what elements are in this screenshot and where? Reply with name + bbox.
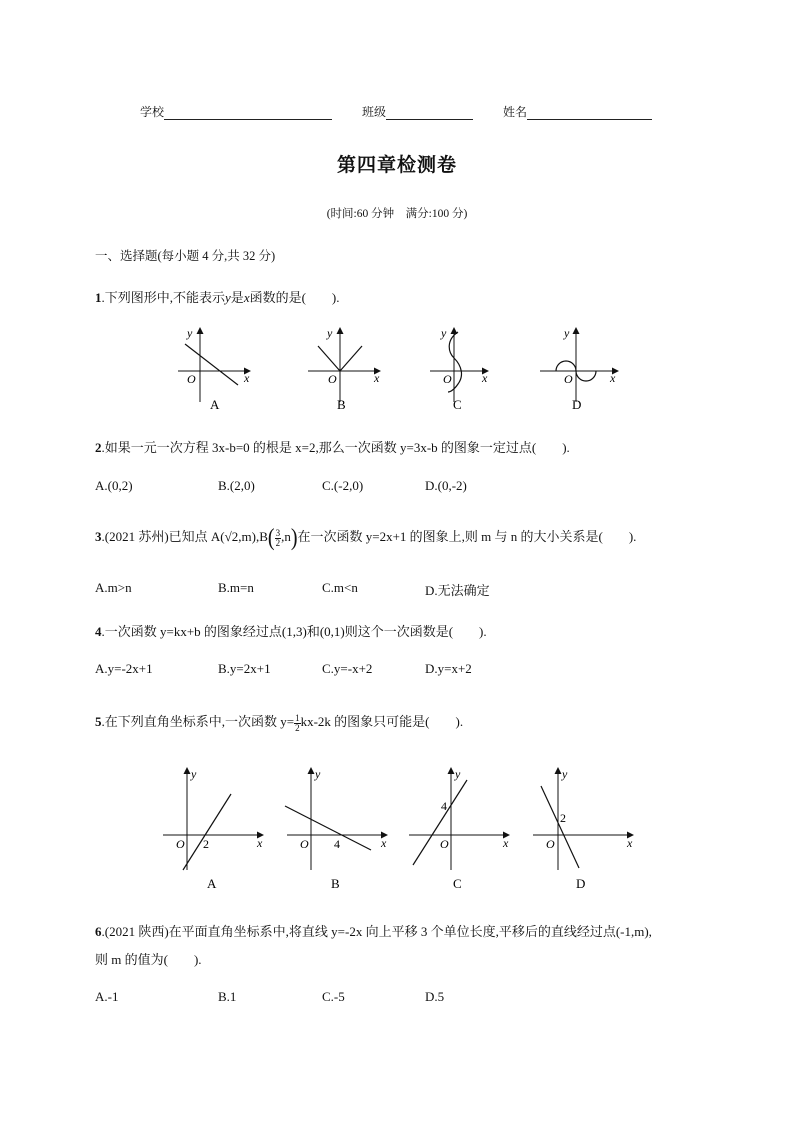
point-a: A( [210,529,225,544]
q2-option-a[interactable]: A.(0,2) [95,478,133,493]
q5-graph-c [409,767,509,891]
axis-y-label: y [562,767,568,781]
axis-x-label: x [244,371,250,385]
class-label: 班级 [362,105,387,119]
graph-label: A [207,876,217,891]
graph-label: B [337,397,346,412]
intercept-label: 2 [560,811,566,825]
intercept-label: 4 [334,837,340,851]
q1-graphs [160,322,630,417]
question-text: kx-2k 的图象只可能是( ). [300,714,464,729]
origin-label: O [440,837,449,851]
axis-x-label: x [374,371,380,385]
axis-y-label: y [187,326,193,340]
graph-label: D [572,397,582,412]
question-4 [95,621,487,640]
question-number: 2 [95,440,102,455]
question-text: .在下列直角坐标系中,一次函数 y= [101,714,295,729]
name-label: 姓名 [503,105,528,119]
question-text: .(2021 陕西)在平面直角坐标系中,将直线 y=-2x 向上平移 3 个单位长度,平移后的直线经过点(-1,m), [101,924,652,939]
question-text: .(2021 苏州)已知点 [101,529,211,544]
question-number: 6 [95,924,102,939]
axis-x-label: x [503,836,509,850]
question-text: .如果一元一次方程 3x-b=0 的根是 x=2,那么一次函数 y=3x-b 的图象一定过点( ). [101,440,570,455]
axis-y-label: y [327,326,333,340]
axis-y-label: y [455,767,461,781]
var-x: x [243,290,250,305]
intercept-label: 4 [441,799,447,813]
q1-graph-a [178,326,250,412]
q2-option-b[interactable]: B.(2,0) [218,478,255,493]
page-title: 第四章检测卷 [336,154,457,176]
q4-option-c[interactable]: C.y=-x+2 [322,661,373,676]
fraction-3-2: $\frac{3}{2}$ [275,527,281,548]
name-field [503,103,652,120]
q2-option-c[interactable]: C.(-2,0) [322,478,364,493]
axis-x-label: x [610,371,616,385]
origin-label: O [176,837,185,851]
q2-option-d[interactable]: D.(0,-2) [425,478,467,493]
origin-label: O [328,372,337,386]
exam-info: (时间:60 分钟 满分:100 分) [326,208,468,220]
question-3: 3.(2021 苏州)已知点 A(√2,m),B( $\frac{3}{2}$ ,n)在一次函数 y=2x+1 的图象上,则 m 与 n 的大小关系是( ). [95,524,637,552]
graph-label: C [453,876,462,891]
q1-graph-c [430,326,488,412]
graph-label: D [576,876,586,891]
question-6-line2: 则 m 的值为( ). [95,952,202,967]
q5-graphs [155,760,645,895]
origin-label: O [546,837,555,851]
origin-label: O [187,372,196,386]
question-text: 在一次函数 y=2x+1 的图象上,则 m 与 n 的大小关系是( ). [297,529,637,544]
question-6 [95,921,652,940]
point-b-end: ,n [281,529,291,544]
class-blank[interactable] [386,105,473,120]
question-number: 4 [95,624,102,639]
q4-option-d[interactable]: D.y=x+2 [425,661,472,676]
question-text: .一次函数 y=kx+b 的图象经过点(1,3)和(0,1)则这个一次函数是( ). [101,624,487,639]
q6-option-c[interactable]: C.-5 [322,989,345,1004]
q3-option-a[interactable]: A.m>n [95,580,132,595]
axis-y-label: y [441,326,447,340]
q5-graph-b [285,767,387,891]
q6-option-b[interactable]: B.1 [218,989,237,1004]
q3-option-c[interactable]: C.m<n [322,580,358,595]
intercept-label: 2 [203,837,209,851]
q4-option-a[interactable]: A.y=-2x+1 [95,661,153,676]
question-text: .下列图形中,不能表示 [101,290,226,305]
var-y: y [225,290,231,305]
axis-x-label: x [381,836,387,850]
school-label: 学校 [140,105,165,119]
q1-graph-b [308,326,380,412]
name-blank[interactable] [527,105,652,120]
question-text: 函数的是( ). [249,290,340,305]
fraction-1-2: $\frac{1}{2}$ [295,712,300,733]
q1-graph-d [540,326,618,412]
graph-label: B [331,876,340,891]
question-1 [95,287,340,306]
q5-graph-d [533,767,633,891]
q4-option-b[interactable]: B.y=2x+1 [218,661,271,676]
q3-option-b[interactable]: B.m=n [218,580,254,595]
origin-label: O [300,837,309,851]
axis-x-label: x [482,371,488,385]
axis-x-label: x [627,836,633,850]
question-number: 1 [95,290,102,305]
question-5 [95,707,463,737]
origin-label: O [564,372,573,386]
question-number: 5 [95,714,102,729]
sqrt-2: √2 [224,529,239,544]
q5-graph-a [163,767,263,891]
q6-option-a[interactable]: A.-1 [95,989,119,1004]
origin-label: O [443,372,452,386]
graph-label: A [210,397,220,412]
class-field [362,103,473,120]
axis-x-label: x [257,836,263,850]
axis-y-label: y [191,767,197,781]
axis-y-label: y [564,326,570,340]
point-a-end: ,m),B [238,529,268,544]
graph-label: C [453,397,462,412]
question-2 [95,437,570,456]
school-field [140,103,332,120]
question-text: 是 [230,290,244,305]
section-heading: 一、选择题(每小题 4 分,共 32 分) [95,249,276,263]
question-number: 3 [95,529,102,544]
q3-option-d[interactable]: D.无法确定 [425,583,490,598]
axis-y-label: y [315,767,321,781]
q6-option-d[interactable]: D.5 [425,989,445,1004]
school-blank[interactable] [164,105,332,120]
